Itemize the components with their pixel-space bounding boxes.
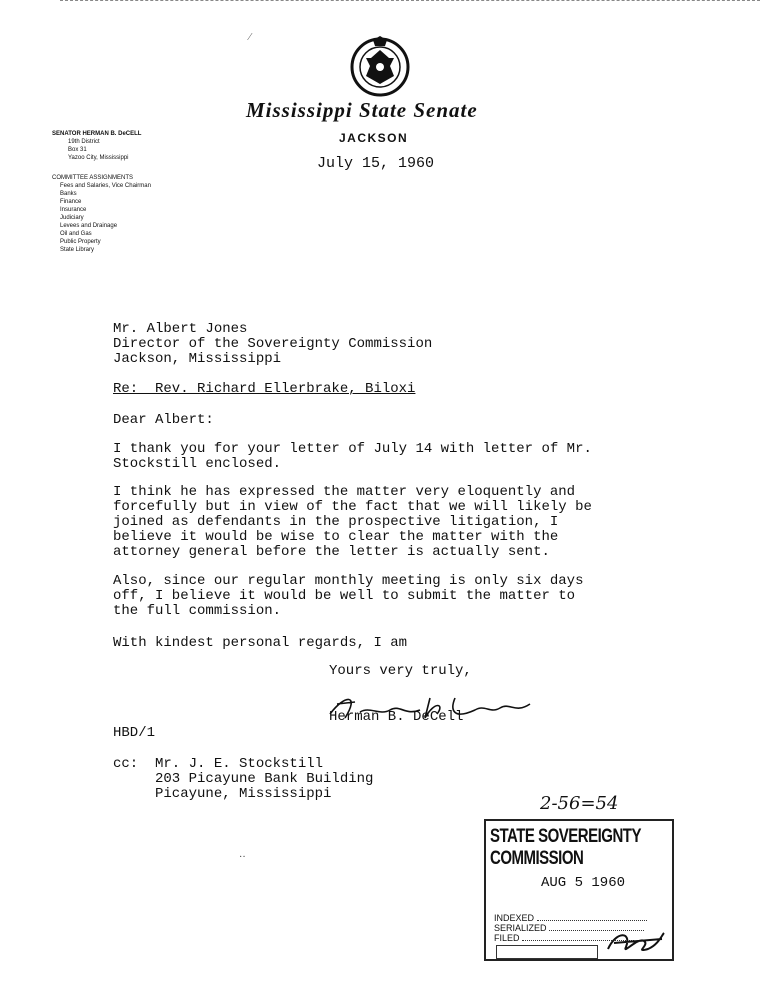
recipient-line: Mr. Albert Jones (113, 321, 248, 337)
stamp-box (496, 945, 598, 959)
sender-address-line: 19th District (68, 139, 100, 145)
stamp-row-label: INDEXED (494, 913, 535, 923)
sender-sidebar (52, 130, 151, 254)
stamp-row-label: SERIALIZED (494, 923, 547, 933)
typist-initials: HBD/1 (113, 725, 156, 741)
committee-item: Finance (60, 199, 82, 205)
committee-heading: COMMITTEE ASSIGNMENTS (52, 175, 134, 181)
carbon-copy: cc: Mr. J. E. Stockstill 203 Picayune Bank Building Picayune, Mississippi (113, 756, 374, 802)
sender-address-line: Yazoo City, Mississippi (68, 155, 129, 161)
committee-item: Fees and Salaries, Vice Chairman (60, 183, 151, 189)
subject-line: Re: Rev. Richard Ellerbrake, Biloxi (113, 381, 416, 397)
recipient-line: Jackson, Mississippi (113, 351, 282, 367)
committee-item: Public Property (60, 239, 101, 245)
committee-item: Oil and Gas (60, 231, 92, 237)
stray-mark: ·· (239, 852, 246, 863)
closing: Yours very truly, (329, 663, 472, 679)
letter-date: July 15, 1960 (317, 155, 435, 172)
committee-item: Insurance (60, 207, 87, 213)
stamp-row-label: FILED (494, 933, 520, 943)
committee-item: Banks (60, 191, 77, 197)
recipient-address (113, 322, 432, 367)
signature-name: Herman B. DeCell (329, 709, 464, 725)
top-edge-line (60, 0, 760, 4)
committee-item: Levees and Drainage (60, 223, 118, 229)
state-seal-icon (349, 36, 411, 98)
body-paragraph: I think he has expressed the matter very eloquently and forcefully but in view of the fact that we will likely be joined as defendants in the prospective litigation, I believe it would be wise to clear the matter with the attorney general before the letter is actually sent. (113, 484, 592, 560)
body-paragraph: Also, since our regular monthly meeting is only six days off, I believe it would be well to submit the matter to the full commission. (113, 573, 584, 619)
salutation: Dear Albert: (113, 412, 214, 428)
stamp-date: AUG 5 1960 (541, 875, 626, 891)
recipient-line: Director of the Sovereignty Commission (113, 336, 433, 352)
letterhead-city: JACKSON (339, 131, 409, 145)
letterhead-title: Mississippi State Senate (246, 98, 478, 122)
handwritten-file-number: 2-56=54 (540, 793, 619, 814)
commission-received-stamp (484, 819, 674, 961)
stray-mark: ⁄ (249, 32, 251, 43)
committee-item: State Library (60, 247, 95, 253)
stamp-initials-scribble (604, 927, 668, 957)
stamp-header: STATE SOVEREIGNTY COMMISSION (490, 825, 641, 870)
sender-name: SENATOR HERMAN B. DeCELL (52, 131, 142, 137)
body-paragraph: I thank you for your letter of July 14 with letter of Mr. Stockstill enclosed. (113, 441, 592, 472)
sender-address-line: Box 31 (68, 147, 87, 153)
committee-item: Judiciary (60, 215, 84, 221)
body-paragraph: With kindest personal regards, I am (113, 635, 408, 651)
